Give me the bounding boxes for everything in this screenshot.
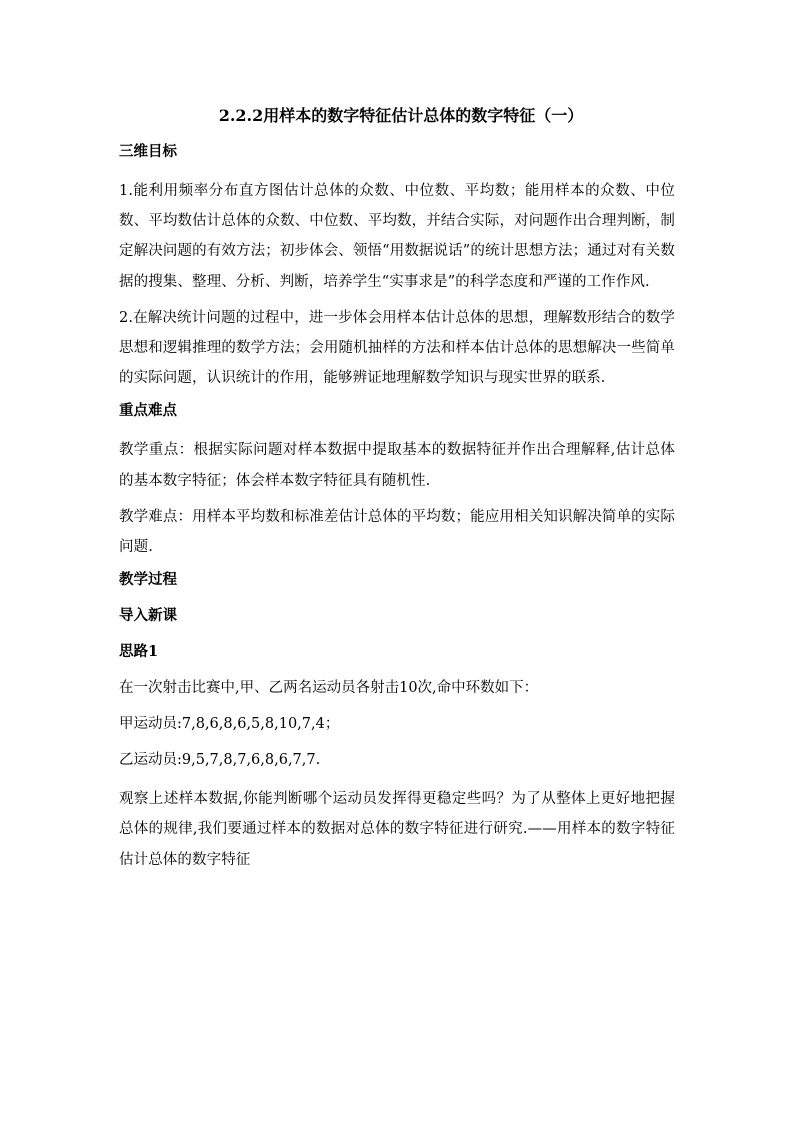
athlete-b-scores: 乙运动员:9,5,7,8,7,6,8,6,7,7. xyxy=(119,752,321,769)
idea-heading: 思路1 xyxy=(119,643,159,661)
goals-paragraph-1: 1.能利用频率分布直方图估计总体的众数、中位数、平均数；能用样本的众数、中位数、平均数估计总体的众数、中位数、平均数，并结合实际，对问题作出合理判断，制定解决问题的有效方法；初步体会、领悟“用数据说话”的统计思想方法；通过对有关数据的搜集、整理、分析、判断，培养学生“实事求是”的科学态度和严谨的工作作风. xyxy=(119,183,675,290)
athlete-a-scores: 甲运动员:7,8,6,8,6,5,8,10,7,4； xyxy=(119,716,340,733)
goals-paragraph-2: 2.在解决统计问题的过程中，进一步体会用样本估计总体的思想，理解数形结合的数学思想和逻辑推理的数学方法；会用随机抽样的方法和样本估计总体的思想解决一些简单的实际问题，认识统计的作用，能够辨证地理解数学知识与现实世界的联系. xyxy=(119,309,675,387)
document-page xyxy=(119,104,675,881)
document-title: 2.2.2用样本的数字特征估计总体的数字特征（一） xyxy=(218,106,584,125)
process-heading: 教学过程 xyxy=(119,571,177,589)
goals-heading: 三维目标 xyxy=(119,143,177,160)
question-paragraph: 观察上述样本数据,你能判断哪个运动员发挥得更稳定些吗？为了从整体上更好地把握总体的规律,我们要通过样本的数据对总体的数字特征进行研究.——用样本的数字特征估计总体的数字特征 xyxy=(119,791,675,868)
scenario-text: 在一次射击比赛中,甲、乙两名运动员各射击10次,命中环数如下： xyxy=(119,680,539,697)
key-points-paragraph-1: 教学重点：根据实际问题对样本数据中提取基本的数据特征并作出合理解释,估计总体的基本数字特征；体会样本数字特征具有随机性. xyxy=(119,442,675,489)
intro-heading: 导入新课 xyxy=(119,607,177,625)
key-points-heading: 重点难点 xyxy=(119,402,177,420)
key-points-paragraph-2: 教学难点：用样本平均数和标准差估计总体的平均数；能应用相关知识解决简单的实际问题. xyxy=(119,508,675,556)
